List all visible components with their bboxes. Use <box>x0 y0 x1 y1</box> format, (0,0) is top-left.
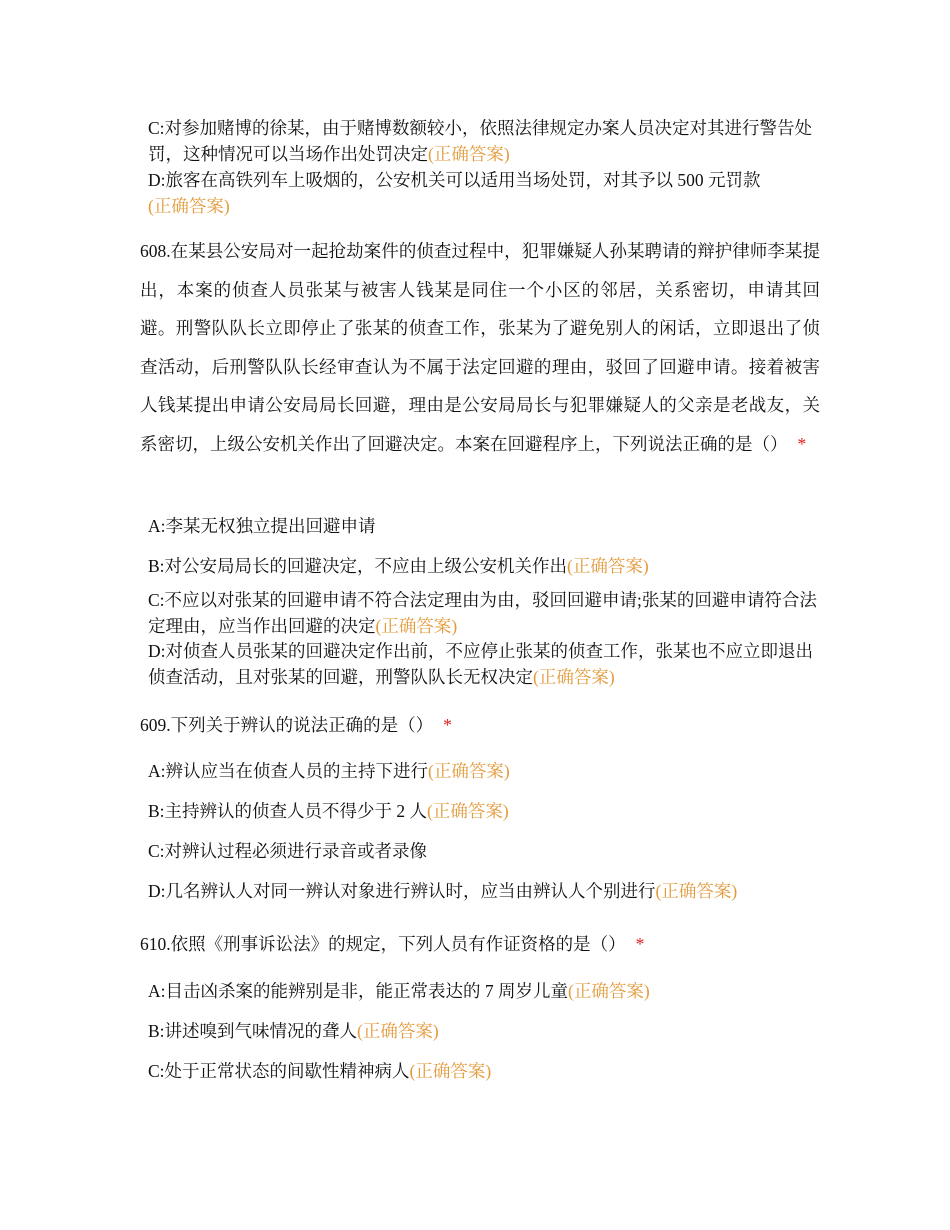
option-text: D:旅客在高铁列车上吸烟的，公安机关可以适用当场处罚，对其予以 500 元罚款 <box>148 170 761 190</box>
option-text: C:对参加赌博的徐某，由于赌博数额较小，依照法律规定办案人员决定对其进行警告处罚，这种情况可以当场作出处罚决定 <box>148 118 813 164</box>
option-text: A:李某无权独立提出回避申请 <box>148 516 376 536</box>
q608-option-d <box>148 638 818 690</box>
correct-answer-tag: (正确答案) <box>655 881 738 901</box>
correct-answer-tag: (正确答案) <box>427 801 509 821</box>
option-text: B:主持辨认的侦查人员不得少于 2 人 <box>148 801 428 821</box>
option-text: C:不应以对张某的回避申请不符合法定理由为由，驳回回避申请;张某的回避申请符合法定理由，应当作出回避的决定 <box>148 590 817 636</box>
required-star: * <box>797 433 807 454</box>
q609-option-a <box>148 758 818 784</box>
required-star: * <box>443 715 452 735</box>
q608-option-c <box>148 587 818 639</box>
option-text: A:辨认应当在侦查人员的主持下进行 <box>148 761 428 781</box>
correct-answer-tag: (正确答案) <box>428 144 510 164</box>
question-text: 608.在某县公安局对一起抢劫案件的侦查过程中，犯罪嫌疑人孙某聘请的辩护律师李某提出，本案的侦查人员张某与被害人钱某是同住一个小区的邻居，关系密切，申请其回避。刑警队队长立即停止了张某的侦查工作，张某为了避免别人的闲话，立即退出了侦查活动，后刑警队队长经审查认为不属于法定回避的理由，驳回了回避申请。接着被害人钱某提出申请公安局局长回避，理由是公安局局长与犯罪嫌疑人的父亲是老战友，关系密切，上级公安机关作出了回避决定。本案在回避程序上，下列说法正确的是（） <box>140 241 820 454</box>
q608-option-b <box>148 553 818 579</box>
correct-answer-tag: (正确答案) <box>409 1061 492 1081</box>
correct-answer-tag: (正确答案) <box>357 1021 439 1041</box>
question-text: 610.依照《刑事诉讼法》的规定，下列人员有作证资格的是（） <box>140 934 626 954</box>
option-text: A:目击凶杀案的能辨别是非，能正常表达的 7 周岁儿童 <box>148 981 568 1001</box>
option-text: D:几名辨认人对同一辨认对象进行辨认时，应当由辨认人个别进行 <box>148 881 656 901</box>
q610-option-a <box>148 978 818 1004</box>
option-text: B:讲述嗅到气味情况的聋人 <box>148 1021 358 1041</box>
q607-option-c <box>148 115 818 167</box>
option-text: C:处于正常状态的间歇性精神病人 <box>148 1061 410 1081</box>
q609-option-b <box>148 798 818 824</box>
correct-answer-tag: (正确答案) <box>428 761 510 781</box>
option-text: B:对公安局局长的回避决定，不应由上级公安机关作出 <box>148 556 568 576</box>
question-609 <box>140 712 820 738</box>
q609-option-d <box>148 878 818 904</box>
correct-answer-tag: (正确答案) <box>533 667 615 687</box>
q610-option-b <box>148 1018 818 1044</box>
option-text: D:对侦查人员张某的回避决定作出前，不应停止张某的侦查工作，张某也不应立即退出侦查活动，且对张某的回避，刑警队队长无权决定 <box>148 641 813 687</box>
q608-option-a <box>148 513 818 539</box>
correct-answer-tag: (正确答案) <box>567 556 649 576</box>
q609-option-c <box>148 838 818 864</box>
question-610 <box>140 931 820 957</box>
required-star: * <box>635 934 645 954</box>
q610-option-c <box>148 1058 818 1084</box>
question-text: 609.下列关于辨认的说法正确的是（） <box>140 715 434 735</box>
q607-option-d <box>148 167 818 219</box>
option-text: C:对辨认过程必须进行录音或者录像 <box>148 841 428 861</box>
question-608 <box>140 232 820 463</box>
correct-answer-tag: (正确答案) <box>568 981 650 1001</box>
correct-answer-tag: (正确答案) <box>375 616 458 636</box>
correct-answer-tag: (正确答案) <box>148 196 230 216</box>
